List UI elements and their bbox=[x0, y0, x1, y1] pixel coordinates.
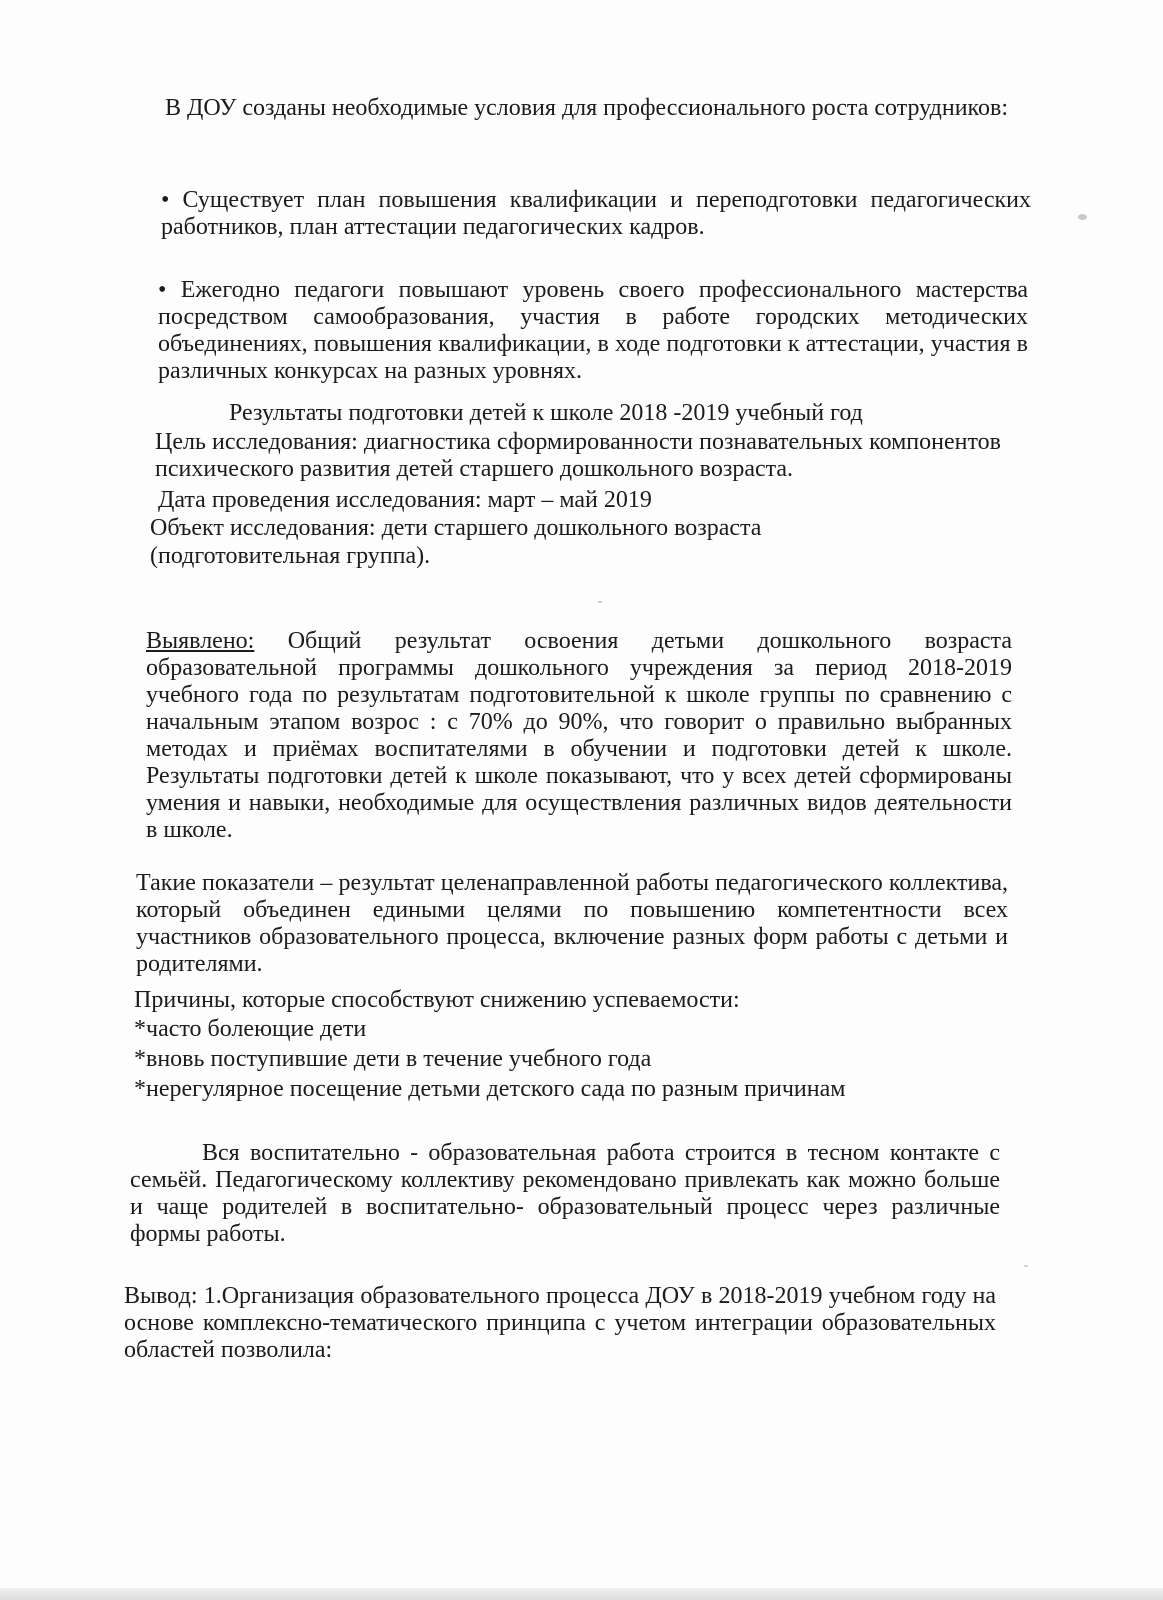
revealed-label: Выявлено: bbox=[146, 628, 255, 654]
research-goal: Цель исследования: диагностика сформированности познавательных компонентов психического развития детей старшего дошкольного возраста. bbox=[155, 429, 1001, 482]
bullet-qualification-plan: • Существует план повышения квалификации и переподготовки педагогических работников, план аттестации педагогических кадров. bbox=[161, 187, 1031, 240]
results-title: Результаты подготовки детей к школе 2018 -2019 учебный год bbox=[229, 400, 863, 426]
research-date: Дата проведения исследования: март – май 2019 bbox=[158, 487, 652, 513]
revealed-text: Общий результат освоения детьми дошкольного возраста образовательной программы дошкольного учреждения за период 2018-2019 учебного года по результатам подготовительной к школе группы по сравнению с начальным этапом возрос : с 70% до 90%, что говорит о правильно выбранных методах и приёмах воспитателями в обучении и подготовки детей к школе. Результаты подготовки детей к школе показывают, что у всех детей сформированы умения и навыки, необходимые для осуществления различных видов деятельности в школе. bbox=[146, 628, 1012, 843]
scan-speck bbox=[1078, 214, 1087, 220]
reason-item: *часто болеющие дети bbox=[134, 1016, 367, 1042]
research-object-line1: Объект исследования: дети старшего дошкольного возраста bbox=[150, 515, 762, 541]
scan-speck bbox=[1024, 1265, 1028, 1267]
conclusion-paragraph: Вывод: 1.Организация образовательного процесса ДОУ в 2018-2019 учебном году на основе комплексно-тематического принципа с учетом интеграции образовательных областей позволила: bbox=[124, 1283, 996, 1363]
page-bottom-edge bbox=[0, 1588, 1163, 1600]
scan-speck bbox=[598, 601, 602, 603]
revealed-paragraph bbox=[146, 628, 1012, 844]
indicators-paragraph: Такие показатели – результат целенаправленной работы педагогического коллектива, который объединен едиными целями по повышению компетентности всех участников образовательного процесса, включение разных форм работы с детьми и родителями. bbox=[136, 870, 1008, 977]
research-object-line2: (подготовительная группа). bbox=[150, 543, 431, 569]
intro-paragraph: В ДОУ созданы необходимые условия для профессионального роста сотрудников: bbox=[165, 95, 1008, 121]
reasons-title: Причины, которые способствуют снижению успеваемости: bbox=[134, 987, 740, 1013]
reason-item: *нерегулярное посещение детьми детского сада по разным причинам bbox=[134, 1076, 846, 1102]
reason-item: *вновь поступившие дети в течение учебного года bbox=[134, 1046, 652, 1072]
family-paragraph: Вся воспитательно - образовательная работа строится в тесном контакте с семьёй. Педагогическому коллективу рекомендовано привлекать как можно больше и чаще родителей в воспитательно- образовательный процесс через различные формы работы. bbox=[130, 1140, 1000, 1247]
bullet-annual-development: • Ежегодно педагоги повышают уровень своего профессионального мастерства посредством самообразования, участия в работе городских методических объединениях, повышения квалификации, в ходе подготовки к аттестации, участия в различных конкурсах на разных уровнях. bbox=[158, 277, 1028, 384]
